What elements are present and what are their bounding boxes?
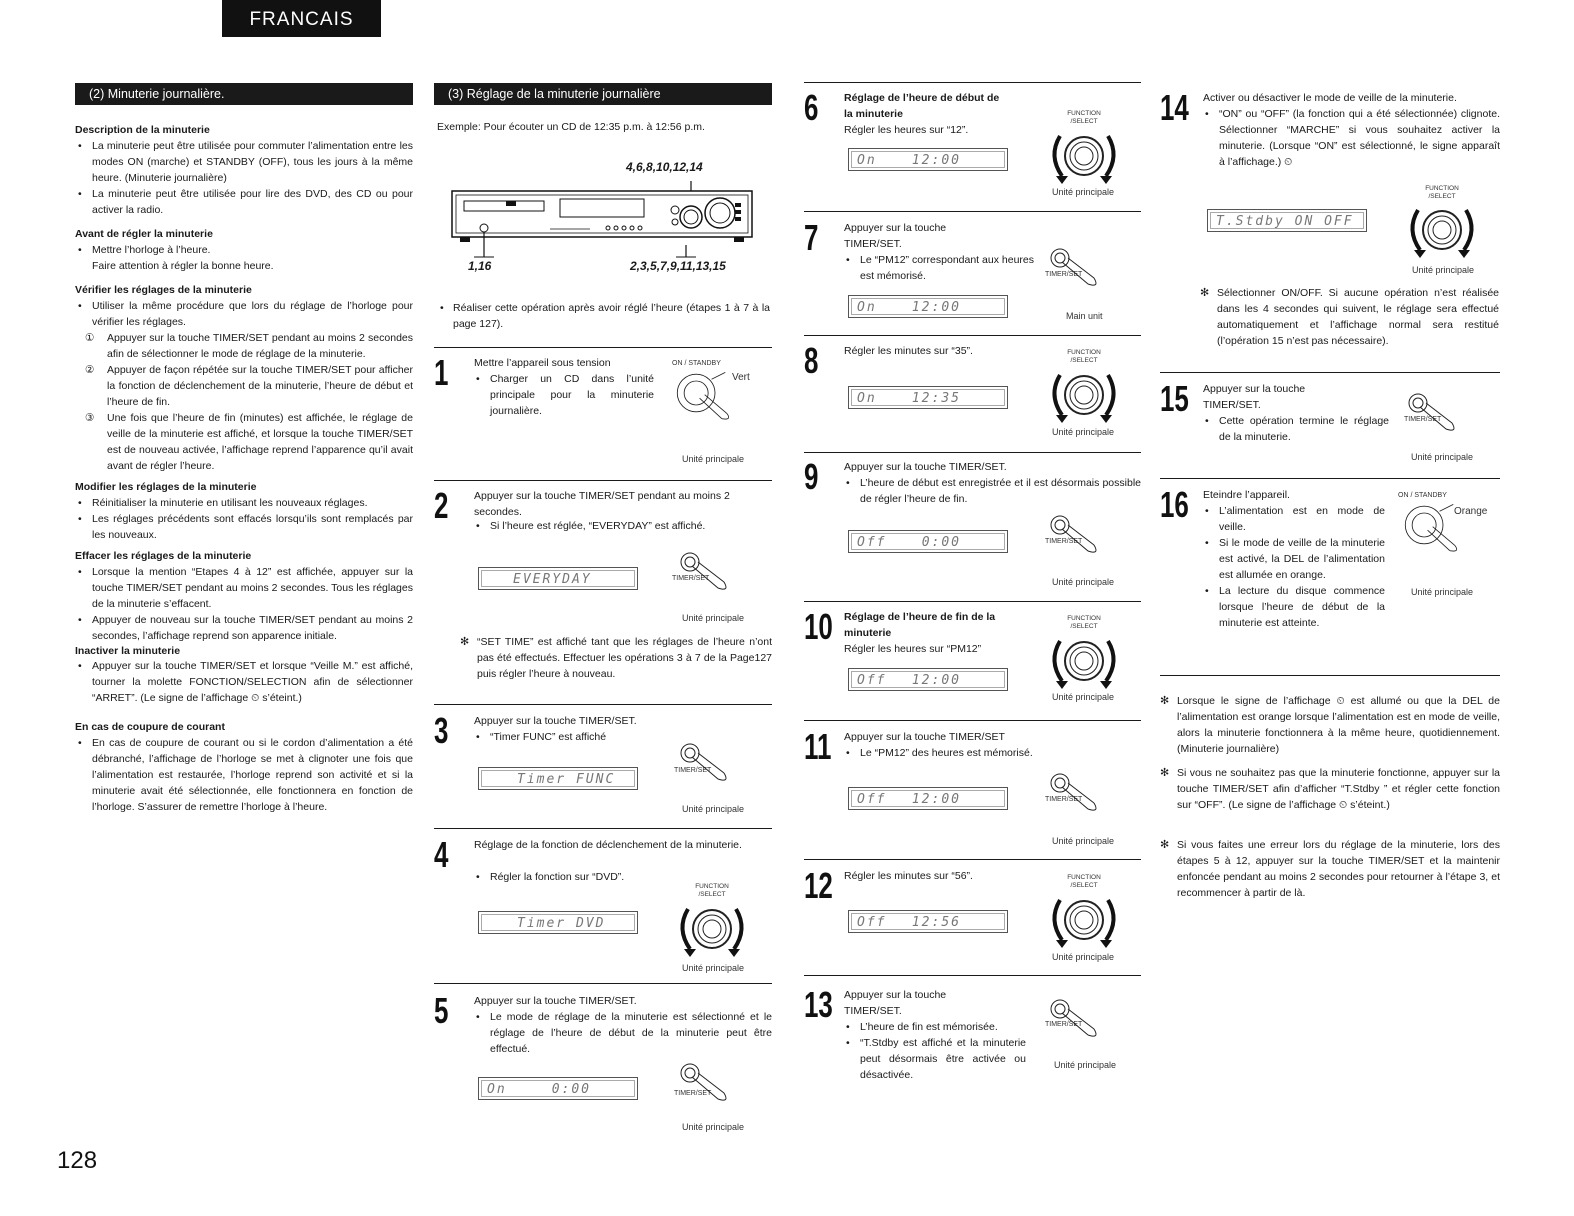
modif-title: Modifier les réglages de la minuterie (75, 480, 257, 493)
list-item: • Lorsque la mention “Etapes 4 à 12” est affichée, appuyer sur la touche TIMER/SET pendant au moins 2 secondes. Tous les réglages de la minuterie s’effacent. (75, 564, 413, 612)
lcd-display (848, 668, 1008, 691)
timer-set-caption: TIMER/SET (1045, 271, 1083, 278)
list-item: • La minuterie peut être utilisée pour lire des DVD, des CD ou pour activer la radio. (75, 186, 413, 218)
step-number: 2 (434, 485, 449, 526)
list-item: • L’heure de fin est mémorisée. (844, 1019, 1026, 1035)
list-item: • Appuyer de nouveau sur la touche TIMER/SET pendant au moins 2 secondes, l’affichage reprend son apparence initiale. (75, 612, 413, 644)
step-title: Appuyer sur la touche TIMER/SET pendant au moins 2 secondes. (474, 490, 730, 518)
step-title: Appuyer sur la touche TIMER/SET (844, 731, 1005, 743)
main-unit-caption: Unité principale (1052, 836, 1115, 846)
sub-num: ① (85, 331, 95, 344)
list-item: • Les réglages précédents sont effacés lorsqu’ils sont remplacés par les nouveaux. (75, 511, 413, 543)
list-item: • L’alimentation est en mode de veille. (1203, 503, 1385, 535)
on-standby-caption: ON / STANDBY (672, 360, 721, 367)
divider (434, 828, 772, 829)
sub-item (83, 330, 413, 362)
step-number: 13 (804, 984, 833, 1025)
list-item: • Appuyer sur la touche TIMER/SET et lorsque “Veille M.” est affiché, tourner la molette FONCTION/SELECTION afin de sélectionner “ARRET”. (Le signe de l’affichage ⏲ s’éteint.) (75, 658, 413, 706)
step-11 (804, 726, 1141, 854)
timer-set-button-hand-icon (670, 1059, 760, 1119)
vert-caption: Vert (732, 372, 750, 383)
example-text: Exemple: Pour écouter un CD de 12:35 p.m. à 12:56 p.m. (437, 121, 705, 133)
step-title: Appuyer sur la touche TIMER/SET. (844, 222, 947, 250)
lcd-text-left: On (857, 391, 877, 406)
divider (804, 211, 1141, 212)
final-note: ✻ Si vous faites une erreur lors du réglage de la minuterie, lors des étapes 5 à 12, appuyer sur la touche TIMER/SET et la maintenir enfoncée pendant au moins 2 secondes pour retourner à l’étape 3, et recommencer à partir de là. (1160, 837, 1500, 901)
step-title-bold-1: Réglage de l’heure de début de (844, 92, 1000, 104)
sub-item (83, 362, 413, 410)
lcd-text-right: 12:00 (911, 300, 961, 315)
timer-set-caption: TIMER/SET (1045, 1021, 1083, 1028)
step-10 (804, 606, 1141, 719)
main-unit-caption: Unité principale (1052, 187, 1115, 197)
lcd-display (478, 567, 638, 590)
step-title: Appuyer sur la touche TIMER/SET. (844, 989, 947, 1017)
main-unit-caption: Unité principale (682, 613, 745, 623)
section-2-header: (2) Minuterie journalière. (75, 83, 413, 105)
function-select-caption: FUNCTION /SELECT (1067, 874, 1101, 889)
main-unit-caption: Unité principale (682, 454, 745, 464)
lcd-display (848, 386, 1008, 409)
timer-set-button-hand-icon (670, 548, 760, 608)
page-number: 128 (57, 1147, 98, 1174)
list-item: • Charger un CD dans l’unité principale pour la minuterie journalière. (474, 371, 654, 419)
step-title-bold-2: la minuterie (844, 108, 903, 120)
step-number: 8 (804, 340, 819, 381)
main-unit-caption: Unité principale (1054, 1060, 1117, 1070)
list-item: • Mettre l’horloge à l’heure. (75, 242, 413, 258)
lcd-text-left: Off (857, 535, 887, 550)
step-number: 7 (804, 217, 819, 258)
eff-title: Effacer les réglages de la minuterie (75, 549, 252, 562)
step-5 (434, 990, 772, 1133)
lcd-display (848, 530, 1008, 553)
lcd-display (848, 910, 1008, 933)
star-note: ✻ Sélectionner ON/OFF. Si aucune opération n’est réalisée dans les 4 secondes qui suivent, le réglage sera effectué automatiquement et l’affichage normal sera restitué (l’opération 15 n’est pas nécessaire). (1200, 285, 1499, 349)
sub-item (83, 410, 413, 474)
divider (804, 859, 1141, 860)
sub-num: ② (85, 363, 95, 376)
step-14 (1160, 87, 1500, 370)
sub-text: Appuyer sur la touche TIMER/SET pendant au moins 2 secondes afin de sélectionner le mode de réglage de la minuterie. (107, 331, 413, 360)
lcd-text-right: 12:00 (911, 153, 961, 168)
step-title-bold-2: minuterie (844, 627, 892, 639)
lcd-text-left: Off (857, 673, 887, 688)
divider (1160, 478, 1500, 479)
step-title: Appuyer sur la touche TIMER/SET. (1203, 383, 1306, 411)
avant-title: Avant de régler la minuterie (75, 227, 213, 240)
section-3-header: (3) Réglage de la minuterie journalière (434, 83, 772, 105)
lcd-text-left: On (857, 300, 877, 315)
step-title: Activer ou désactiver le mode de veille de la minuterie. (1203, 92, 1457, 104)
timer-set-caption: TIMER/SET (674, 1090, 712, 1097)
timer-set-button-hand-icon (1040, 244, 1130, 304)
avant-note: Faire attention à régler la bonne heure. (92, 259, 274, 272)
list-item: • L’heure de début est enregistrée et il est désormais possible de régler l’heure de fin. (844, 475, 1141, 507)
step-title: Eteindre l’appareil. (1203, 489, 1290, 501)
prereq-note: • Réaliser cette opération après avoir réglé l’heure (étapes 1 à 7 à la page 127). (437, 300, 770, 332)
divider (804, 601, 1141, 602)
main-unit-caption: Unité principale (1052, 952, 1115, 962)
step-title: Mettre l’appareil sous tension (474, 357, 611, 369)
lcd-text-left: On (857, 153, 877, 168)
step-title: Appuyer sur la touche TIMER/SET. (474, 715, 637, 727)
function-select-caption: FUNCTION /SELECT (1067, 110, 1101, 125)
timer-set-button-hand-icon (1040, 511, 1130, 571)
step-number: 4 (434, 834, 449, 875)
lcd-text-left: Off (857, 915, 887, 930)
star-note: ✻ “SET TIME” est affiché tant que les réglages de l’heure n’ont pas été effectués. Effectuer les opérations 3 à 7 de la Page127 puis régler l’heure à nouveau. (460, 634, 772, 682)
lcd-display (478, 911, 638, 934)
sub-text: Appuyer de façon répétée sur la touche TIMER/SET pour afficher la fonction de déclenchement de la minuterie, l’heure de début et l’heure de fin. (107, 363, 413, 408)
list-item: • Utiliser la même procédure que lors du réglage de l’horloge pour vérifier les réglages. (75, 298, 413, 330)
divider (434, 983, 772, 984)
list-item: • “ON” ou “OFF” (la fonction qui a été sélectionnée) clignote. Sélectionner “MARCHE” si vous souhaitez activer la minuterie. (Lorsque “ON” est sélectionné, le signe apparaît à l’affichage.) ⏲ (1203, 106, 1500, 170)
divider (434, 480, 772, 481)
orange-caption: Orange (1454, 506, 1488, 517)
lcd-text: EVERYDAY (513, 572, 592, 587)
step-number: 9 (804, 456, 819, 497)
step-number: 6 (804, 87, 819, 128)
step-title: Régler les minutes sur “35”. (844, 345, 973, 357)
step-number: 10 (804, 606, 833, 647)
lcd-display (478, 767, 638, 790)
lcd-text-right: 12:00 (911, 792, 961, 807)
list-item: • Si le mode de veille de la minuterie est activé, la DEL de l’alimentation est allumée en orange. (1203, 535, 1385, 583)
lcd-text-right: 12:00 (911, 673, 961, 688)
final-note: ✻ Lorsque le signe de l’affichage ⏲ est allumé ou que la DEL de l’alimentation est orange lorsque l’alimentation est en mode de veille, alors la minuterie fonctionnera à la même heure, quotidiennement. (Minuterie journalière) (1160, 693, 1500, 757)
function-select-caption: FUNCTION /SELECT (1425, 185, 1459, 200)
sub-num: ③ (85, 411, 95, 424)
timer-set-caption: TIMER/SET (1045, 538, 1083, 545)
timer-set-caption: TIMER/SET (672, 575, 710, 582)
step-2 (434, 485, 772, 698)
list-item: • “Timer FUNC” est affiché (474, 729, 694, 745)
main-unit-caption: Unité principale (682, 963, 745, 973)
step-number: 3 (434, 710, 449, 751)
section-2-body (75, 118, 413, 815)
timer-set-button-hand-icon (1040, 769, 1130, 829)
list-item: • Cette opération termine le réglage de la minuterie. (1203, 413, 1389, 445)
step-title: Appuyer sur la touche TIMER/SET. (474, 995, 637, 1007)
step-title: Réglage de la fonction de déclenchement de la minuterie. (474, 839, 742, 851)
main-unit-caption: Unité principale (1411, 587, 1474, 597)
timer-set-caption: TIMER/SET (674, 767, 712, 774)
step-title-bold-1: Réglage de l’heure de fin de la (844, 611, 996, 623)
step-12 (804, 865, 1141, 978)
main-unit-caption: Unité principale (682, 1122, 745, 1132)
list-item: • La lecture du disque commence lorsque l’heure de début de la minuterie est atteinte. (1203, 583, 1385, 631)
step-number: 11 (804, 726, 832, 767)
verif-title: Vérifier les réglages de la minuterie (75, 283, 252, 296)
step-16 (1160, 484, 1500, 677)
divider (804, 720, 1141, 721)
divider (804, 335, 1141, 336)
device-label-left: 1,16 (468, 259, 492, 273)
step-number: 1 (434, 352, 449, 393)
step-number: 14 (1160, 87, 1189, 128)
sub-text: Une fois que l’heure de fin (minutes) est affichée, le réglage de veille de la minuterie est affiché, et lorsque la touche TIMER/SET est de nouveau activée, l’affichage reprend l’apparence qu’il avait avant de régler l’heure. (107, 411, 413, 472)
timer-set-button-hand-icon (1040, 995, 1130, 1055)
coup-title: En cas de coupure de courant (75, 721, 225, 734)
main-unit-caption: Unité principale (1052, 427, 1115, 437)
on-standby-caption: ON / STANDBY (1398, 492, 1447, 499)
main-unit-caption: Unité principale (682, 804, 745, 814)
list-item: • Le “PM12” correspondant aux heures est mémorisé. (844, 252, 1034, 284)
timer-set-button-hand-icon (670, 739, 760, 799)
divider (434, 704, 772, 705)
step-number: 12 (804, 865, 833, 906)
function-select-caption: FUNCTION /SELECT (1067, 615, 1101, 630)
main-unit-caption: Unité principale (1412, 265, 1475, 275)
lcd-display (478, 1077, 638, 1100)
timer-set-button-hand-icon (1398, 389, 1488, 449)
step-4 (434, 834, 772, 977)
lcd-text-left: On (487, 1082, 507, 1097)
step-title: Appuyer sur la touche TIMER/SET. (844, 461, 1007, 473)
step-6 (804, 87, 1141, 205)
list-item: • Le mode de réglage de la minuterie est sélectionné et le réglage de l’heure de début de la minuterie peut être effectué. (474, 1009, 772, 1057)
step-3 (434, 710, 772, 823)
step-13 (804, 984, 1141, 1087)
step-7 (804, 217, 1141, 330)
language-tab: FRANCAIS (222, 0, 381, 37)
list-item: • Régler la fonction sur “DVD”. (474, 869, 770, 885)
device-label-top: 4,6,8,10,12,14 (626, 160, 703, 174)
divider (804, 82, 1141, 83)
divider (434, 347, 772, 348)
list-item: • Réinitialiser la minuterie en utilisant les nouveaux réglages. (75, 495, 413, 511)
divider (804, 452, 1141, 453)
lcd-text-right: 12:56 (911, 915, 961, 930)
inact-title: Inactiver la minuterie (75, 644, 181, 657)
timer-set-caption: TIMER/SET (1404, 416, 1442, 423)
list-item: • La minuterie peut être utilisée pour commuter l’alimentation entre les modes ON (marche) et STANDBY (OFF), tous les jours à la même heure. (Minuterie journalière) (75, 138, 413, 186)
lcd-display (1207, 209, 1367, 232)
power-button-hand-icon (1392, 501, 1482, 561)
step-title: Régler les minutes sur “56”. (844, 870, 973, 882)
divider (804, 975, 1141, 976)
lcd-text: T.Stdby ON OFF (1216, 214, 1354, 229)
step-number: 5 (434, 990, 449, 1031)
step-9 (804, 456, 1141, 594)
main-unit-en-caption: Main unit (1066, 311, 1103, 321)
step-title: Régler les heures sur “PM12” (844, 643, 982, 655)
list-item: • Si l’heure est réglée, “EVERYDAY” est affiché. (474, 518, 770, 534)
list-item: • En cas de coupure de courant ou si le cordon d’alimentation a été débranché, l’affichage de l’horloge se met à clignoter une fois que l’alimentation est restaurée, l’horloge reprend son activité et si la minuterie avait été sélectionnée, elle fonctionnera en fonction de l’horloge. S’assurer de remettre l’horloge à l’heure. (75, 735, 413, 815)
function-select-caption: FUNCTION /SELECT (695, 883, 729, 898)
lcd-text: Timer FUNC (517, 772, 616, 787)
final-note: ✻ Si vous ne souhaitez pas que la minuterie fonctionne, appuyer sur la touche TIMER/SET afin d’afficher “T.Stdby ” et régler cette fonction sur “OFF”. (Le signe de l’affichage ⏲ s’éteint.) (1160, 765, 1500, 813)
step-title: Régler les heures sur “12”. (844, 124, 969, 136)
desc-title: Description de la minuterie (75, 124, 210, 136)
step-number: 15 (1160, 378, 1189, 419)
lcd-display (848, 295, 1008, 318)
main-unit-caption: Unité principale (1052, 577, 1115, 587)
power-button-hand-icon (664, 369, 754, 429)
device-label-right: 2,3,5,7,9,11,13,15 (630, 259, 726, 273)
step-number: 16 (1160, 484, 1189, 525)
lcd-text-right: 0:00 (551, 1082, 591, 1097)
list-item: • “T.Stdby est affiché et la minuterie peut désormais être activée ou désactivée. (844, 1035, 1026, 1083)
main-unit-caption: Unité principale (1052, 692, 1115, 702)
divider (1160, 372, 1500, 373)
step-1 (434, 352, 772, 475)
main-unit-caption: Unité principale (1411, 452, 1474, 462)
lcd-text-right: 0:00 (921, 535, 961, 550)
step-15 (1160, 378, 1500, 481)
divider (1160, 675, 1500, 676)
timer-set-caption: TIMER/SET (1045, 796, 1083, 803)
lcd-display (848, 787, 1008, 810)
function-select-caption: FUNCTION /SELECT (1067, 349, 1101, 364)
lcd-text-right: 12:35 (911, 391, 961, 406)
lcd-display (848, 148, 1008, 171)
list-item: • Le “PM12” des heures est mémorisé. (844, 745, 1141, 761)
step-8 (804, 340, 1141, 453)
lcd-text-left: Off (857, 792, 887, 807)
lcd-text: Timer DVD (517, 916, 606, 931)
